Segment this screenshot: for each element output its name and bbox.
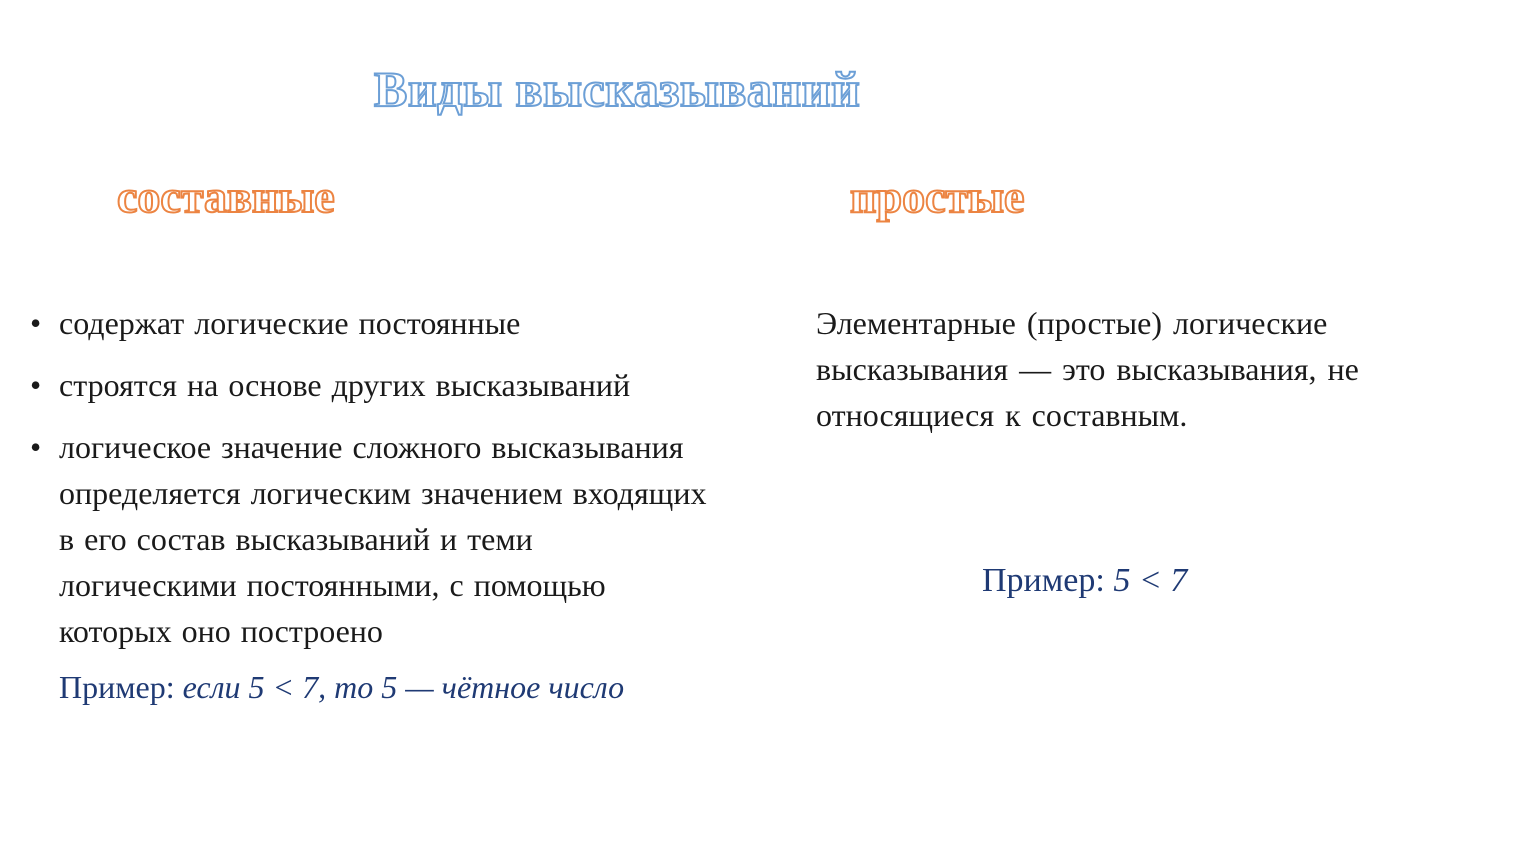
compound-column [30, 300, 720, 710]
slide-title: Виды высказываний [374, 61, 861, 117]
heading-simple: простые [850, 171, 1025, 222]
list-item: • содержат логические постоянные [30, 300, 720, 346]
compound-properties-list [30, 300, 720, 654]
example-label: Пример: [982, 562, 1114, 599]
simple-definition: Элементарные (простые) логические высказывания — это высказывания, не относящиеся к составным. [816, 305, 1359, 433]
list-item: • строятся на основе других высказываний [30, 362, 720, 408]
example-text: 5 < 7 [1113, 562, 1188, 599]
compound-example [30, 664, 720, 710]
simple-example [982, 562, 1187, 600]
heading-compound: составные [117, 171, 335, 222]
example-label: Пример: [59, 669, 183, 705]
example-text: если 5 < 7, то 5 — чётное число [182, 669, 625, 705]
list-item: • логическое значение сложного высказывания определяется логическим значением входящих в его состав высказываний и теми логическими постоянными, с помощью которых оно построено [30, 424, 720, 654]
